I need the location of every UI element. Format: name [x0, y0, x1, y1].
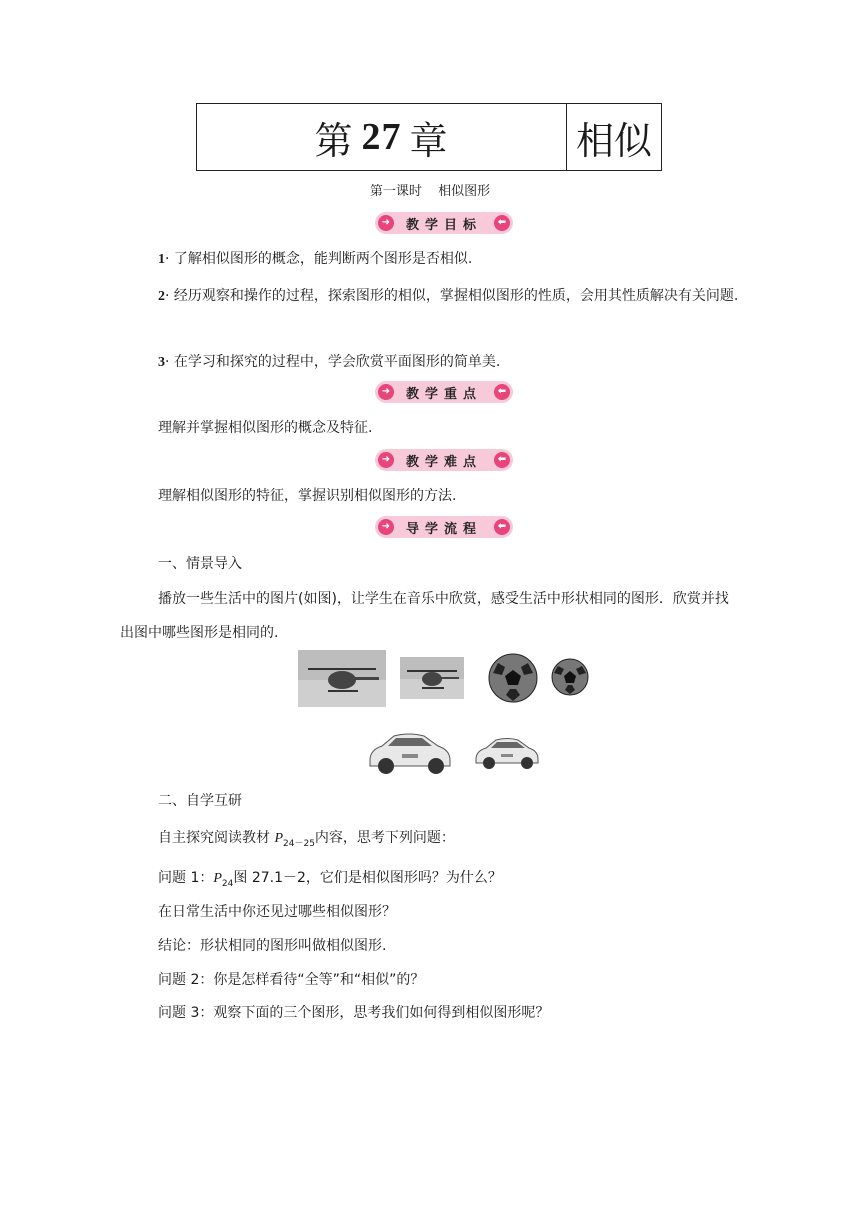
conclusion-label: 结论： [158, 938, 200, 954]
badge-goals [375, 212, 513, 234]
q1-text: 图 27.1－2，它们是相似图形吗？为什么？ [233, 870, 502, 886]
arrow-right-icon: ➜ [378, 519, 394, 535]
section2-heading: 二、自学互研 [158, 793, 242, 809]
soccer-ball-small-image [551, 658, 589, 696]
key-point: 理解并掌握相似图形的概念及特征. [158, 420, 373, 436]
section1-text: 播放一些生活中的图片(如图)，让学生在音乐中欣赏，感受生活中形状相同的图形．欣赏并找出图中哪些图形是相同的. [120, 591, 729, 641]
explore-page: P [274, 831, 284, 846]
question-3 [158, 1003, 778, 1023]
badge-flow [375, 516, 513, 538]
q2-label: 问题 2： [158, 972, 214, 988]
badge-key [375, 381, 513, 403]
arrow-right-icon: ➜ [378, 384, 394, 400]
arrow-right-icon: ➜ [378, 452, 394, 468]
conclusion-text: 形状相同的图形叫做相似图形. [200, 938, 387, 954]
goal-1 [120, 249, 740, 270]
q1-sub: 24 [221, 878, 234, 889]
section1-heading: 一、情景导入 [158, 556, 242, 572]
conclusion [158, 936, 778, 956]
lesson-title [0, 180, 860, 199]
chapter-title: 相似 [575, 118, 652, 163]
arrow-left-icon: ⬅ [494, 215, 510, 231]
car-small-image [472, 731, 542, 771]
goal-3 [120, 352, 740, 373]
lesson-label: 第一课时 [369, 184, 422, 199]
arrow-left-icon: ⬅ [494, 519, 510, 535]
chapter-number [197, 104, 567, 170]
explore-sub: 24－25 [283, 838, 315, 849]
goal-num: 2 [158, 289, 165, 304]
q1-page: P [213, 871, 222, 886]
chapter-header [196, 103, 662, 171]
lesson-name: 相似图形 [438, 184, 491, 199]
goal-2 [120, 279, 740, 314]
chapter-num: 27 [361, 116, 402, 158]
question-2 [158, 970, 778, 990]
explore-text-a: 阅读教材 [214, 830, 270, 846]
question-1b: 在日常生活中你还见过哪些相似图形？ [158, 904, 396, 920]
q1-label: 问题 1： [158, 870, 214, 886]
helicopter-small-image [400, 657, 464, 699]
goal-text: · 了解相似图形的概念，能判断两个图形是否相似. [165, 251, 473, 267]
question-1 [158, 868, 778, 894]
badge-label: 教学难点 [405, 454, 482, 470]
badge-label: 教学目标 [405, 217, 482, 233]
goal-text: · 在学习和探究的过程中，学会欣赏平面图形的简单美. [165, 354, 501, 370]
badge-difficult [375, 449, 513, 471]
goal-text: · 经历观察和操作的过程，探索图形的相似，掌握相似图形的性质，会用其性质解决有关问题. [165, 288, 739, 304]
explore-label: 自主探究 [158, 830, 214, 846]
badge-label: 导学流程 [405, 521, 482, 537]
q3-text: 观察下面的三个图形，思考我们如何得到相似图形呢？ [213, 1005, 550, 1021]
difficult-point: 理解相似图形的特征，掌握识别相似图形的方法. [158, 488, 457, 504]
car-large-image [364, 724, 454, 776]
arrow-left-icon: ⬅ [494, 452, 510, 468]
helicopter-large-image [298, 650, 386, 707]
goal-num: 3 [158, 355, 165, 370]
goal-num: 1 [158, 252, 165, 267]
arrow-right-icon: ➜ [378, 215, 394, 231]
soccer-ball-large-image [488, 653, 538, 703]
explore-line [158, 828, 778, 854]
chapter-suffix: 章 [409, 118, 449, 163]
chapter-prefix: 第 [314, 118, 354, 163]
q3-label: 问题 3： [158, 1005, 214, 1021]
arrow-left-icon: ⬅ [494, 384, 510, 400]
badge-label: 教学重点 [405, 386, 482, 402]
q2-text: 你是怎样看待“全等”和“相似”的？ [213, 972, 425, 988]
explore-text-b: 内容，思考下列问题： [314, 830, 455, 846]
